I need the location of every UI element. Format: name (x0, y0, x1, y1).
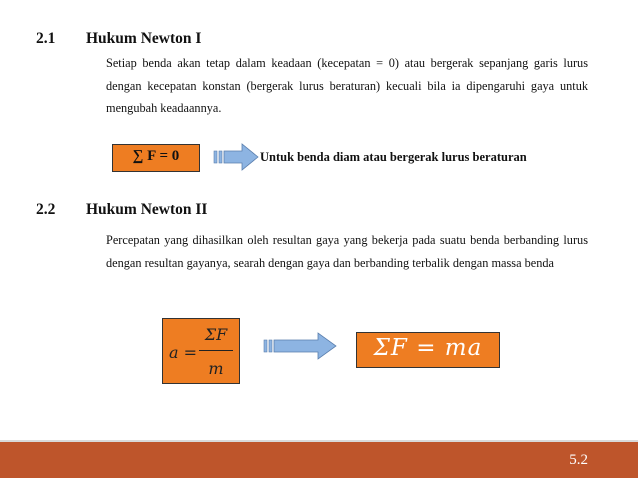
force-equation-box (356, 332, 500, 368)
acceleration-equation-box (162, 318, 240, 384)
footer-bar (0, 442, 638, 478)
page-number: 5.2 (569, 452, 588, 468)
eq1-denominator: m (208, 359, 224, 378)
formula-note: Untuk benda diam atau bergerak lurus beraturan (260, 150, 527, 164)
section-2-title: Hukum Newton II (86, 201, 208, 218)
fraction-bar (199, 350, 233, 351)
eq2-text: ΣF = ma (373, 335, 483, 361)
right-arrow-icon (262, 331, 338, 361)
eq1-lhs: a = (169, 343, 198, 362)
section-1-number: 2.1 (36, 30, 56, 47)
sum-f-zero-box (112, 144, 200, 172)
section-1-title: Hukum Newton I (86, 30, 202, 47)
right-arrow-icon (212, 142, 260, 172)
eq1-numerator: ΣF (204, 325, 228, 344)
section-2-body: Percepatan yang dihasilkan oleh resultan gaya yang bekerja pada suatu benda berbanding lurus dengan resultan gayanya, searah dengan gaya dan berbanding terbalik dengan massa benda (106, 233, 588, 270)
formula-text: F = 0 (147, 148, 180, 164)
section-1-body: Setiap benda akan tetap dalam keadaan (kecepatan = 0) atau bergerak sepanjang garis lurus dengan kecepatan konstan (bergerak lurus beraturan) kecuali bila ia dipengaruhi gaya untuk mengubah keadaannya. (106, 56, 588, 115)
section-2-number: 2.2 (36, 201, 56, 218)
sigma-symbol: ∑ (132, 148, 144, 164)
